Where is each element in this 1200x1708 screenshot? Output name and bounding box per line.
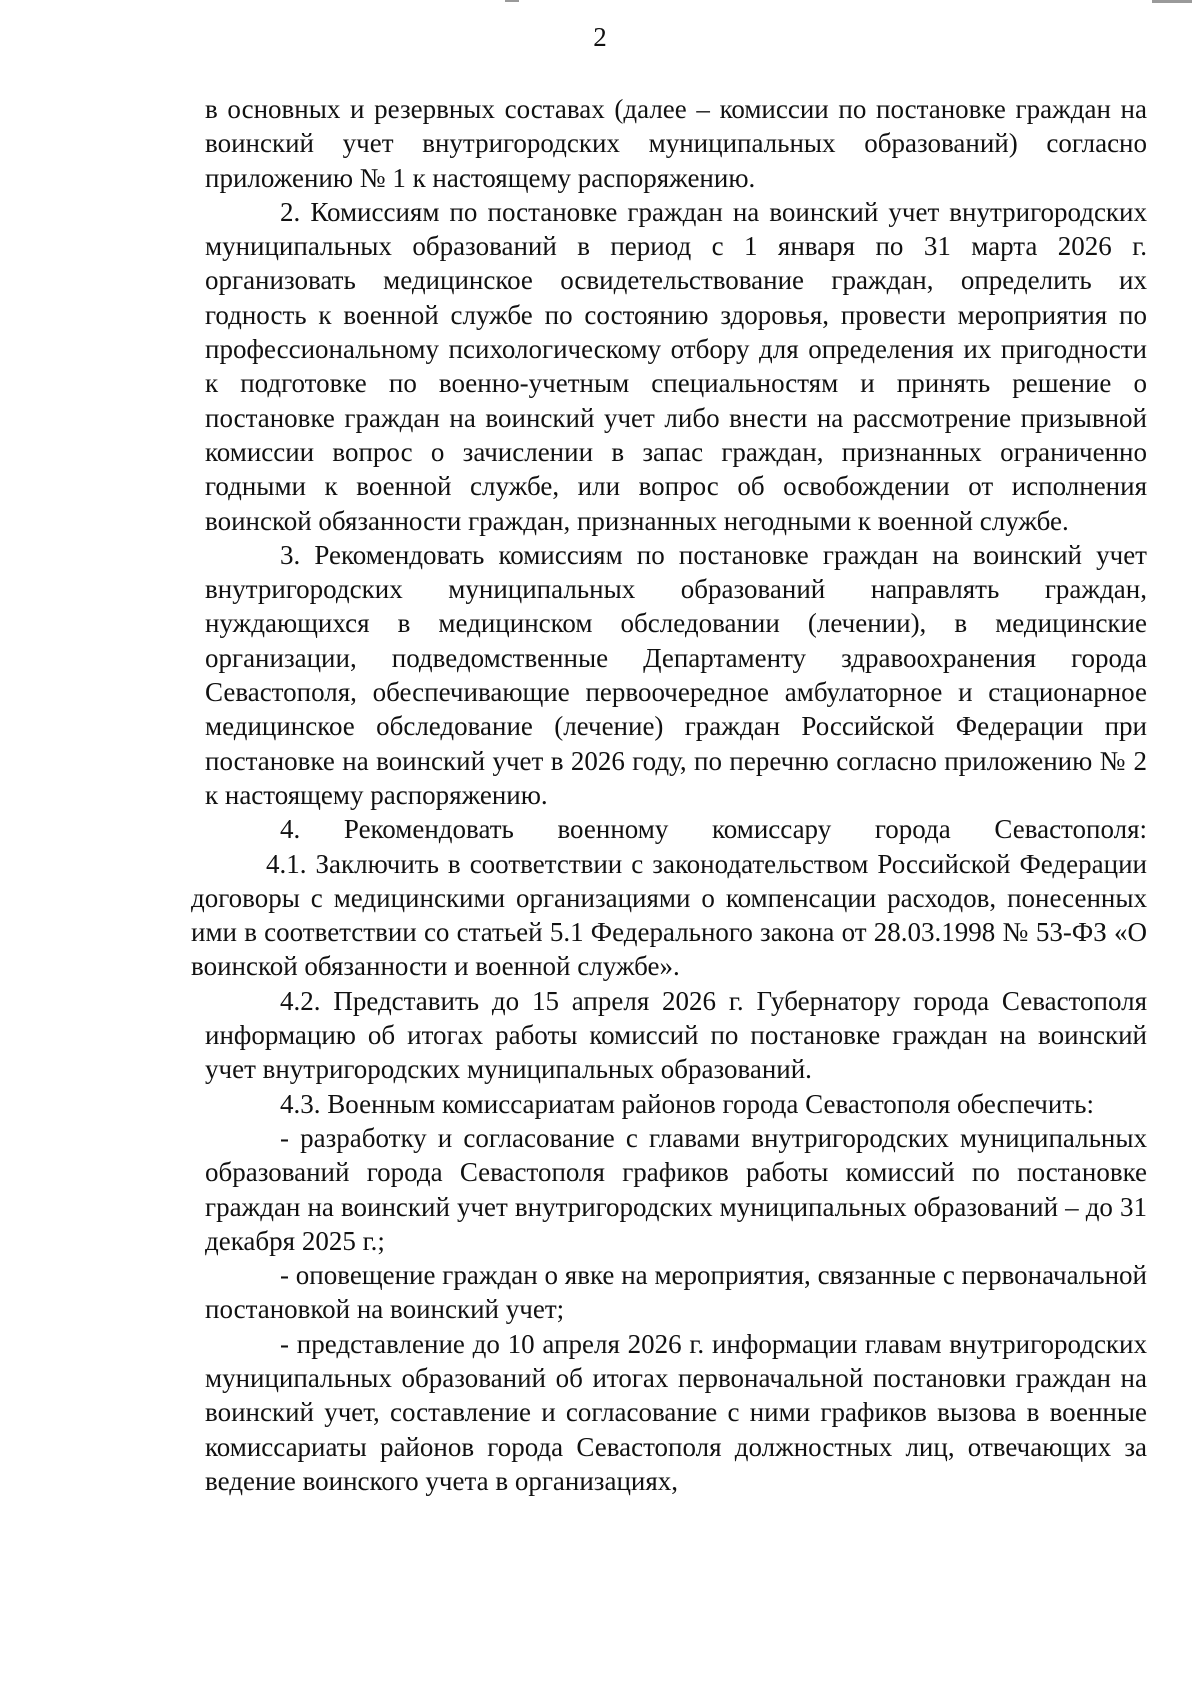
paragraph-bullet-reporting: - представление до 10 апреля 2026 г. информации главам внутригородских муниципальных образований об итогах первоначальной постановки граждан на воинский учет, составление и согласование с ними графиков вызова в военные комиссариаты районов города Севастополя должностных лиц, отвечающих за ведение воинского учета в организациях, bbox=[205, 1328, 1147, 1496]
paragraph-item-4-2: 4.2. Представить до 15 апреля 2026 г. Губернатору города Севастополя информацию об итогах работы комиссий по постановке граждан на воинский учет внутригородских муниципальных образований. bbox=[205, 985, 1147, 1085]
scan-edge-mark bbox=[505, 0, 519, 2]
page-number: 2 bbox=[593, 22, 607, 52]
document-body bbox=[191, 92, 1147, 1498]
paragraph-item-4-1: 4.1. Заключить в соответствии с законодательством Российской Федерации договоры с медицинскими организациями о компенсации расходов, понесенных ими в соответствии со статьей 5.1 Федерального закона от 28.03.1998 № 53-ФЗ «О воинской обязанности и военной службе». bbox=[191, 848, 1147, 982]
scan-edge-mark bbox=[1152, 0, 1192, 3]
paragraph-item-4: 4. Рекомендовать военному комиссару города Севастополя: bbox=[280, 814, 1147, 845]
paragraph-continuation: в основных и резервных составах (далее – комиссии по постановке граждан на воинский учет внутригородских муниципальных образований) согласно приложению № 1 к настоящему распоряжению. bbox=[205, 94, 1147, 193]
paragraph-item-2: 2. Комиссиям по постановке граждан на воинский учет внутригородских муниципальных образований в период с 1 января по 31 марта 2026 г. организовать медицинское освидетельствование граждан, определить их годность к военной службе по состоянию здоровья, провести мероприятия по профессиональному психологическому отбору для определения их пригодности к подготовке по военно-учетным специальностям и принять решение о постановке граждан на воинский учет либо внести на рассмотрение призывной комиссии вопрос о зачислении в запас граждан, признанных ограниченно годными к военной службе, или вопрос об освобождении от исполнения воинской обязанности граждан, признанных негодными к военной службе. bbox=[205, 196, 1147, 536]
paragraph-item-3: 3. Рекомендовать комиссиям по постановке граждан на воинский учет внутригородских муниципальных образований направлять граждан, нуждающихся в медицинском обследовании (лечении), в медицинские организации, подведомственные Департаменту здравоохранения города Севастополя, обеспечивающие первоочередное амбулаторное и стационарное медицинское обследование (лечение) граждан Российской Федерации при постановке на воинский учет в 2026 году, по перечню согласно приложению № 2 к настоящему распоряжению. bbox=[205, 539, 1147, 810]
paragraph-bullet-schedules: - разработку и согласование с главами внутригородских муниципальных образований города Севастополя графиков работы комиссий по постановке граждан на воинский учет внутригородских муниципальных образований – до 31 декабря 2025 г.; bbox=[205, 1122, 1147, 1256]
paragraph-bullet-notification: - оповещение граждан о явке на мероприятия, связанные с первоначальной постановкой на воинский учет; bbox=[205, 1260, 1147, 1325]
paragraph-item-4-3: 4.3. Военным комиссариатам районов города Севастополя обеспечить: bbox=[280, 1088, 1094, 1119]
